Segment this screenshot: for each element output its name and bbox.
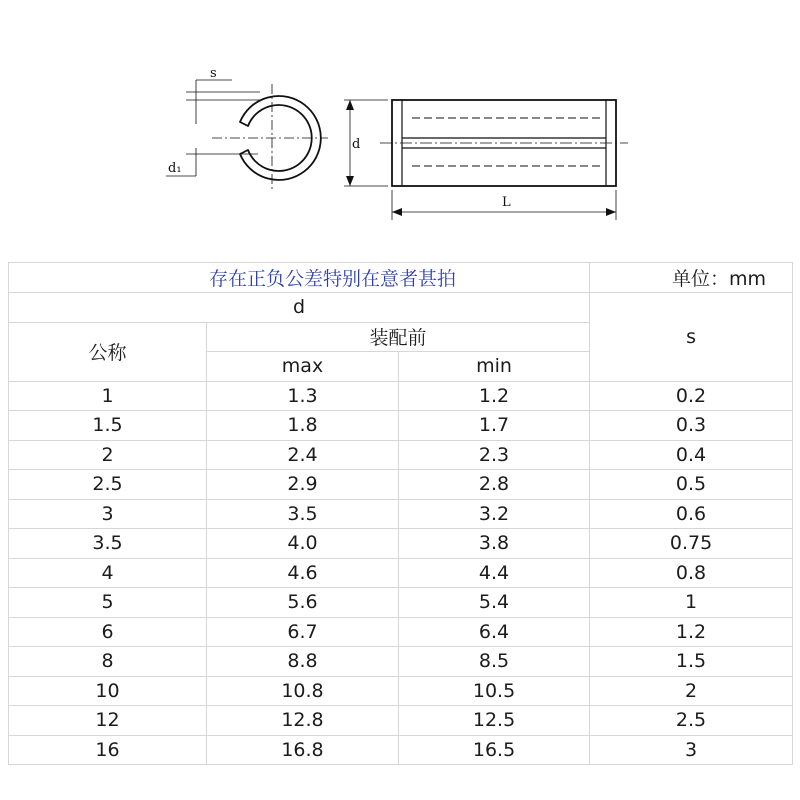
- cell-max: 5.6: [207, 588, 399, 618]
- cell-nominal: 3.5: [9, 529, 207, 559]
- cell-nominal: 10: [9, 676, 207, 706]
- table-row: [9, 617, 793, 647]
- header-before-assembly: 装配前: [207, 322, 590, 352]
- cell-max: 8.8: [207, 647, 399, 677]
- table-row: [9, 706, 793, 736]
- L-arrow-left: [392, 208, 402, 216]
- cell-min: 12.5: [399, 706, 590, 736]
- d-label: d: [352, 137, 361, 152]
- unit-label: 单位：mm: [590, 263, 793, 293]
- header-d: d: [9, 293, 590, 323]
- cell-max: 2.9: [207, 470, 399, 500]
- cell-min: 8.5: [399, 647, 590, 677]
- cell-max: 6.7: [207, 617, 399, 647]
- cell-min: 6.4: [399, 617, 590, 647]
- cell-nominal: 2.5: [9, 470, 207, 500]
- cell-s: 2.5: [590, 706, 793, 736]
- header-min: min: [399, 352, 590, 382]
- spec-table: [8, 262, 793, 765]
- cell-max: 4.6: [207, 558, 399, 588]
- table-row: [9, 381, 793, 411]
- cell-s: 1.2: [590, 617, 793, 647]
- cell-max: 4.0: [207, 529, 399, 559]
- table-row: [9, 529, 793, 559]
- cell-max: 2.4: [207, 440, 399, 470]
- cell-max: 10.8: [207, 676, 399, 706]
- cell-s: 0.3: [590, 411, 793, 441]
- cell-max: 16.8: [207, 735, 399, 765]
- cell-s: 3: [590, 735, 793, 765]
- table-row: [9, 440, 793, 470]
- cell-nominal: 1.5: [9, 411, 207, 441]
- cell-min: 16.5: [399, 735, 590, 765]
- cell-nominal: 3: [9, 499, 207, 529]
- cell-max: 1.8: [207, 411, 399, 441]
- cell-s: 0.75: [590, 529, 793, 559]
- table-row: [9, 411, 793, 441]
- title-row: [9, 263, 793, 293]
- header-s: s: [590, 293, 793, 382]
- table-row: [9, 499, 793, 529]
- cell-s: 0.5: [590, 470, 793, 500]
- side-view: [344, 100, 628, 220]
- cell-s: 1: [590, 588, 793, 618]
- d-arrow-top: [346, 100, 354, 110]
- cell-nominal: 1: [9, 381, 207, 411]
- cell-s: 0.8: [590, 558, 793, 588]
- table-row: [9, 588, 793, 618]
- table-row: [9, 558, 793, 588]
- table-row: [9, 647, 793, 677]
- cell-min: 1.7: [399, 411, 590, 441]
- L-arrow-right: [606, 208, 616, 216]
- header-max: max: [207, 352, 399, 382]
- cell-nominal: 12: [9, 706, 207, 736]
- cell-max: 1.3: [207, 381, 399, 411]
- end-view: [166, 80, 328, 192]
- header-row-1: [9, 293, 793, 323]
- cell-max: 3.5: [207, 499, 399, 529]
- cell-s: 1.5: [590, 647, 793, 677]
- cell-min: 2.8: [399, 470, 590, 500]
- cell-nominal: 5: [9, 588, 207, 618]
- cell-min: 1.2: [399, 381, 590, 411]
- cell-nominal: 8: [9, 647, 207, 677]
- cell-s: 0.4: [590, 440, 793, 470]
- dimension-arrows: [346, 100, 616, 216]
- cell-nominal: 4: [9, 558, 207, 588]
- s-label: s: [210, 66, 217, 81]
- table-row: [9, 676, 793, 706]
- cell-s: 0.6: [590, 499, 793, 529]
- spring-pin-drawing: [0, 0, 800, 250]
- cell-nominal: 16: [9, 735, 207, 765]
- table-row: [9, 470, 793, 500]
- cell-min: 5.4: [399, 588, 590, 618]
- cell-min: 10.5: [399, 676, 590, 706]
- cell-max: 12.8: [207, 706, 399, 736]
- table-row: [9, 735, 793, 765]
- cell-min: 4.4: [399, 558, 590, 588]
- cell-nominal: 6: [9, 617, 207, 647]
- table-title: 存在正负公差特别在意者甚拍: [9, 263, 590, 293]
- cell-min: 2.3: [399, 440, 590, 470]
- d1-label: d₁: [168, 161, 182, 176]
- cell-s: 0.2: [590, 381, 793, 411]
- d-arrow-bottom: [346, 176, 354, 186]
- cell-min: 3.2: [399, 499, 590, 529]
- header-nominal: 公称: [9, 322, 207, 381]
- L-label: L: [502, 195, 511, 210]
- cell-s: 2: [590, 676, 793, 706]
- cell-nominal: 2: [9, 440, 207, 470]
- cell-min: 3.8: [399, 529, 590, 559]
